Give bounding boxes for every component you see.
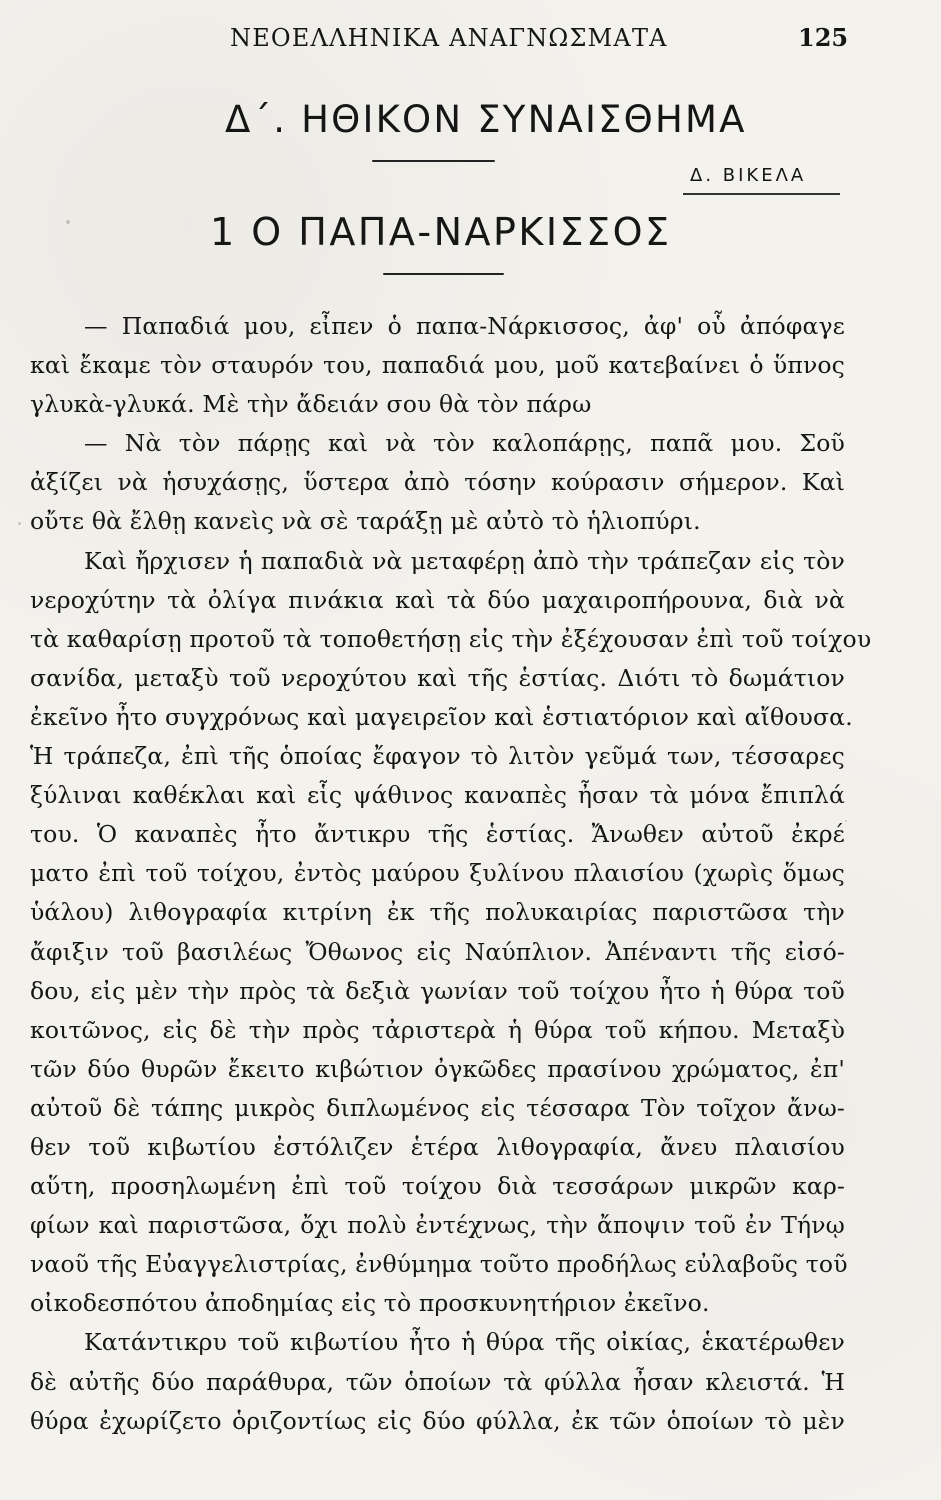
text-line: νεροχύτην τὰ ὀλίγα πινάκια καὶ τὰ δύο μαχαιροπήρουνα, διὰ νὰ [30, 585, 845, 614]
section-heading: Δ΄. ΗΘΙΚΟΝ ΣΥΝΑΙΣΘΗΜΑ [225, 98, 747, 141]
text-line: Ἡ τράπεζα, ἐπὶ τῆς ὁποίας ἔφαγον τὸ λιτὸν γεῦμά των, τέσσαρες [30, 742, 845, 771]
text-line: ἐκεῖνο ἦτο συγχρόνως καὶ μαγειρεῖον καὶ ἑστιατόριον καὶ αἴθουσα. [30, 702, 853, 731]
running-title: ΝΕΟΕΛΛΗΝΙΚΑ ΑΝΑΓΝΩΣΜΑΤΑ [230, 24, 668, 52]
text-line: θύρα ἐχωρίζετο ὁριζοντίως εἰς δύο φύλλα, ἐκ τῶν ὁποίων τὸ μὲν [30, 1406, 845, 1435]
print-speck [66, 220, 70, 224]
running-head [0, 19, 941, 59]
print-speck [18, 522, 21, 525]
author-name: Δ. ΒΙΚΕΛΑ [690, 165, 807, 186]
text-line: ἀξίζει νὰ ἡσυχάσῃς, ὕστερα ἀπὸ τόσην κούρασιν σήμερον. Καὶ [30, 468, 845, 497]
text-line: ναοῦ τῆς Εὐαγγελιστρίας, ἐνθύμημα τοῦτο προδήλως εὐλαβοῦς τοῦ [30, 1250, 848, 1279]
heading-rule [372, 160, 495, 162]
story-title: 1 Ο ΠΑΠΑ-ΝΑΡΚΙΣΣΟΣ [210, 210, 672, 254]
text-line: — Νὰ τὸν πάρῃς καὶ νὰ τὸν καλοπάρῃς, παπᾶ μου. Σοῦ [84, 429, 845, 458]
text-line: — Παπαδιά μου, εἶπεν ὁ παπα-Νάρκισσος, ἀφ' οὗ ἀπόφαγε [84, 312, 845, 340]
print-speck [845, 820, 847, 822]
text-line: ὑάλου) λιθογραφία κιτρίνη ἐκ τῆς πολυκαιρίας παριστῶσα τὴν [30, 898, 845, 927]
author-underline [683, 193, 840, 195]
story-text [30, 307, 872, 1441]
page-number: 125 [798, 23, 849, 52]
text-line: ματο ἐπὶ τοῦ τοίχου, ἐντὸς μαύρου ξυλίνου πλαισίου (χωρὶς ὅμως [30, 859, 845, 888]
text-line: κοιτῶνος, εἰς δὲ τὴν πρὸς τἀριστερὰ ἡ θύρα τοῦ κήπου. Μεταξὺ [30, 1015, 845, 1044]
text-line: θεν τοῦ κιβωτίου ἐστόλιζεν ἑτέρα λιθογραφία, ἄνευ πλαισίου [30, 1132, 845, 1161]
text-line: ξύλιναι καθέκλαι καὶ εἷς ψάθινος καναπὲς ἦσαν τὰ μόνα ἔπιπλά [30, 781, 845, 810]
text-line: Κατάντικρυ τοῦ κιβωτίου ἦτο ἡ θύρα τῆς οἰκίας, ἑκατέρωθεν [84, 1328, 845, 1357]
text-line: οἰκοδεσπότου ἀποδημίας εἰς τὸ προσκυνητήριον ἐκεῖνο. [30, 1289, 710, 1318]
text-line: Καὶ ἤρχισεν ἡ παπαδιὰ νὰ μεταφέρῃ ἀπὸ τὴν τράπεζαν εἰς τὸν [84, 546, 845, 575]
text-line: του. Ὁ καναπὲς ἦτο ἄντικρυ τῆς ἑστίας. Ἄνωθεν αὐτοῦ ἐκρέ [30, 820, 845, 849]
text-line: σανίδα, μεταξὺ τοῦ νεροχύτου καὶ τῆς ἑστίας. Διότι τὸ δωμάτιον [30, 663, 845, 692]
title-rule [383, 273, 504, 275]
text-line: γλυκὰ-γλυκά. Μὲ τὴν ἄδειάν σου θὰ τὸν πάρω [30, 390, 592, 419]
text-line: τῶν δύο θυρῶν ἔκειτο κιβώτιον ὀγκῶδες πρασίνου χρώματος, ἐπ' [30, 1054, 845, 1083]
text-line: οὔτε θὰ ἔλθῃ κανεὶς νὰ σὲ ταράξῃ μὲ αὐτὸ τὸ ἡλιοπύρι. [30, 507, 701, 536]
text-line: δου, εἰς μὲν τὴν πρὸς τὰ δεξιὰ γωνίαν τοῦ τοίχου ἦτο ἡ θύρα τοῦ [30, 976, 845, 1005]
text-line: φίων καὶ παριστῶσα, ὄχι πολὺ ἐντέχνως, τὴν ἄποψιν τοῦ ἐν Τήνῳ [30, 1211, 845, 1240]
text-line: τὰ καθαρίσῃ προτοῦ τὰ τοποθετήσῃ εἰς τὴν ἐξέχουσαν ἐπὶ τοῦ τοίχου [30, 624, 872, 653]
text-line: αὐτοῦ δὲ τάπης μικρὸς διπλωμένος εἰς τέσσαρα Τὸν τοῖχον ἄνω- [30, 1093, 845, 1122]
text-line: δὲ αὐτῆς δύο παράθυρα, τῶν ὁποίων τὰ φύλλα ἦσαν κλειστά. Ἡ [30, 1367, 845, 1396]
text-line: αὕτη, προσηλωμένη ἐπὶ τοῦ τοίχου διὰ τεσσάρων μικρῶν καρ- [30, 1172, 845, 1201]
text-line: ἄφιξιν τοῦ βασιλέως Ὄθωνος εἰς Ναύπλιον. Ἀπέναντι τῆς εἰσό- [30, 937, 845, 966]
text-line: καὶ ἔκαμε τὸν σταυρόν του, παπαδιά μου, μοῦ κατεβαίνει ὁ ὕπνος [30, 351, 845, 380]
